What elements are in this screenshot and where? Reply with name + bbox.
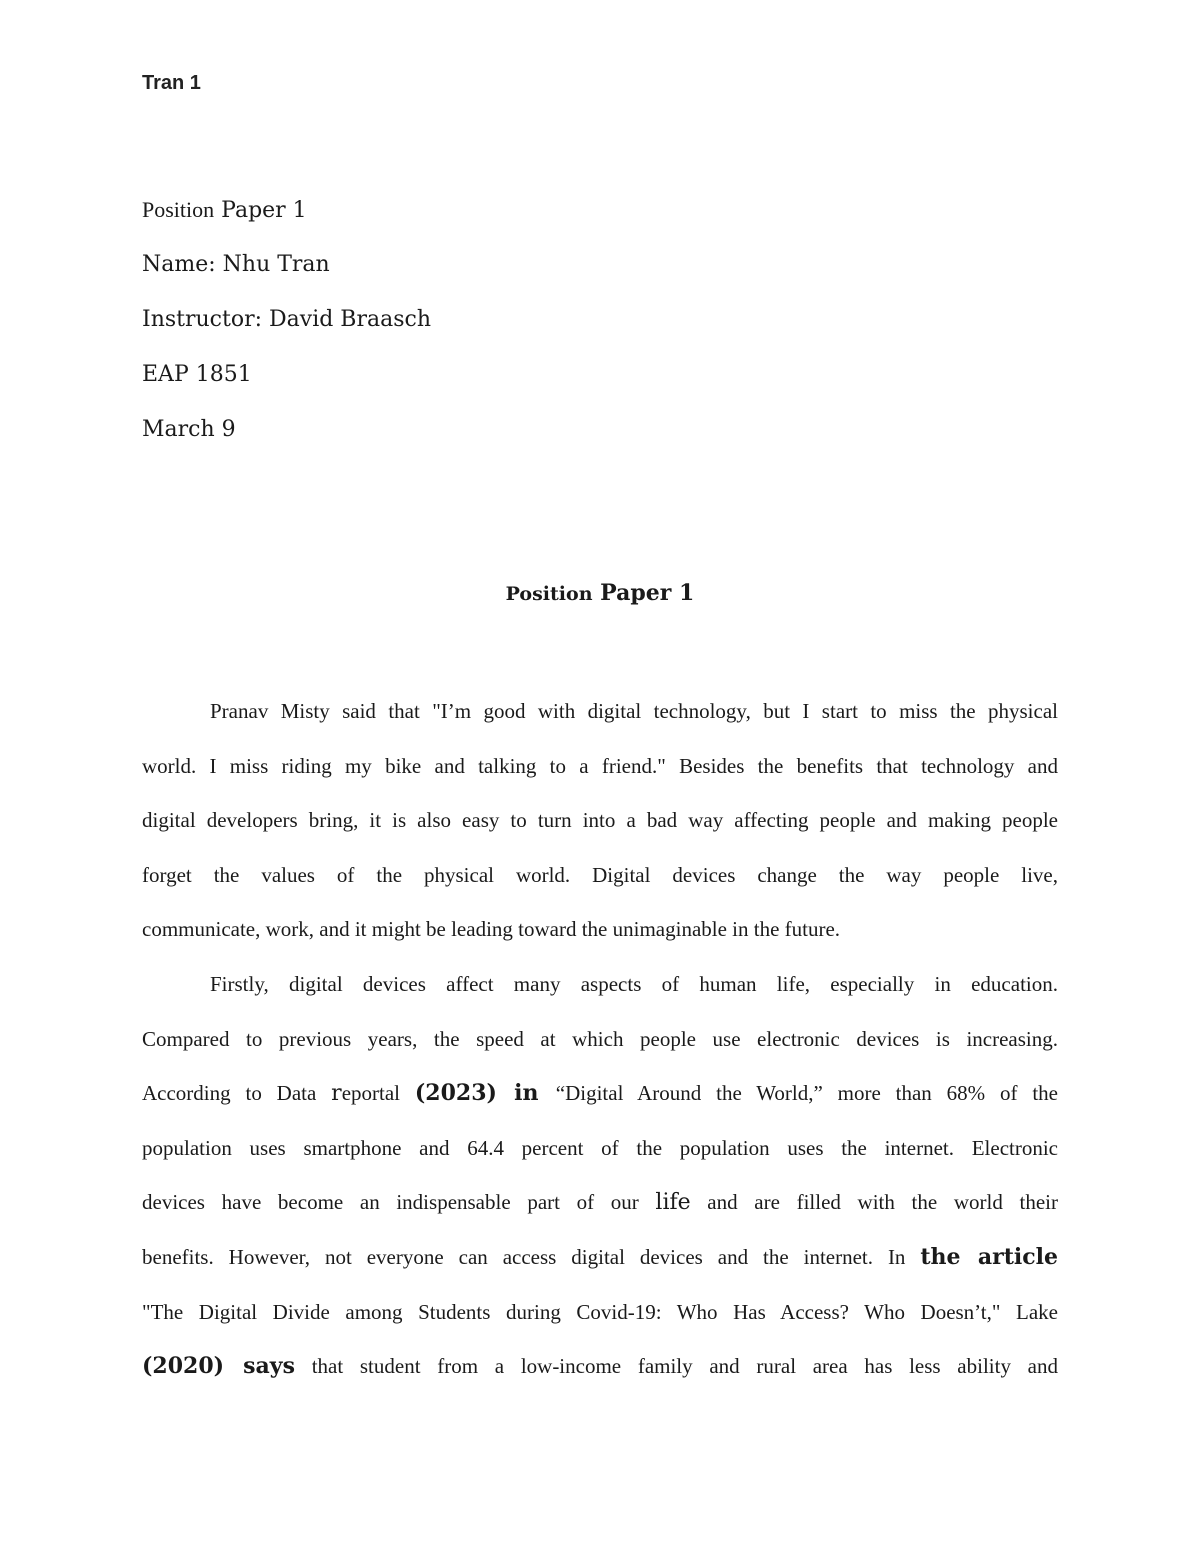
heading-instructor: Instructor: David Braasch	[142, 307, 431, 332]
p2-l5-c: and are filled with the world their	[690, 1190, 1058, 1215]
paragraph-2-line-6	[142, 1230, 1058, 1285]
paragraph-2-line-7: "The Digital Divide among Students during Covid-19: Who Has Access? Who Doesn’t," Lake	[142, 1299, 1058, 1324]
p2-l6-b: the article	[920, 1243, 1058, 1270]
p2-l3-a: According to Data	[142, 1081, 332, 1106]
paragraph-2-line-2: Compared to previous years, the speed at which people use electronic devices is increasing.	[142, 1026, 1058, 1051]
p2-l6-a: benefits. However, not everyone can access digital devices and the internet. In	[142, 1244, 921, 1269]
heading-paper-number: Paper 1	[214, 198, 307, 223]
heading-block	[142, 192, 1042, 467]
paragraph-1-line-3: digital developers bring, it is also easy to turn into a bad way affecting people and making people	[142, 808, 1058, 833]
paper-title	[0, 576, 1200, 611]
body-text	[142, 684, 1058, 1394]
p2-l3-d: (2023) in	[414, 1080, 556, 1107]
heading-paper-line	[142, 192, 1042, 247]
paragraph-1-line-4: forget the values of the physical world. Digital devices change the way people live,	[142, 862, 1058, 887]
p2-l3-b: r	[331, 1081, 342, 1107]
heading-name: Name: Nhu Tran	[142, 252, 330, 277]
paragraph-2-line-1: Firstly, digital devices affect many aspects of human life, especially in education.	[210, 971, 1058, 996]
p2-l8-a: (2020) says	[142, 1353, 295, 1380]
paragraph-2-line-4: population uses smartphone and 64.4 percent of the population uses the internet. Electronic	[142, 1135, 1058, 1160]
paragraph-1-line-1: Pranav Misty said that "I’m good with digital technology, but I start to miss the physical	[210, 699, 1058, 723]
paper-title-number: Paper 1	[592, 580, 695, 606]
paragraph-1-line-2: world. I miss riding my bike and talking to a friend." Besides the benefits that technology and	[142, 753, 1058, 778]
p2-l5-b: life	[655, 1190, 691, 1216]
paragraph-2-line-8	[142, 1339, 1058, 1394]
paragraph-2-line-3	[142, 1066, 1058, 1121]
paragraph-2-line-5	[142, 1175, 1058, 1230]
heading-course: EAP 1851	[142, 362, 252, 387]
running-header: Tran 1	[142, 72, 201, 94]
p2-l8-b: that student from a low-income family and rural area has less ability and	[294, 1354, 1058, 1379]
paper-title-word: Position	[505, 583, 593, 605]
heading-paper-word: Position	[142, 197, 215, 222]
p2-l3-e: “Digital Around the World,” more than 68% of the	[555, 1081, 1058, 1106]
p2-l3-c: eportal	[341, 1081, 415, 1106]
p2-l5-a: devices have become an indispensable part of our	[142, 1190, 656, 1215]
heading-date: March 9	[142, 417, 236, 442]
paragraph-1-line-5: communicate, work, and it might be leading toward the unimaginable in the future.	[142, 917, 841, 942]
